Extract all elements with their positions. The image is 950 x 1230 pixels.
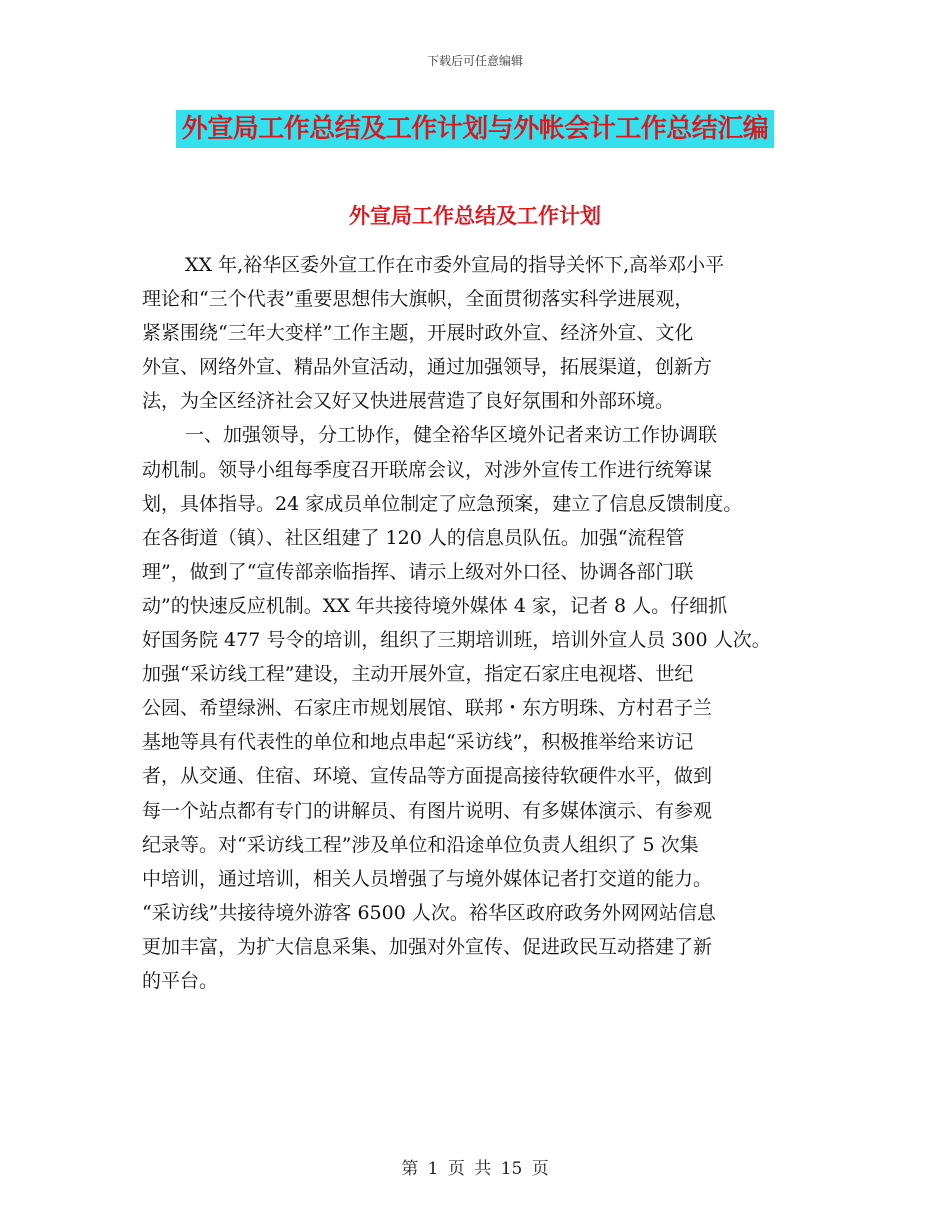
paragraph-line: 一、加强领导，分工协作，健全裕华区境外记者来访工作协调联 [185,424,718,447]
paragraph-line: 划，具体指导。24 家成员单位制定了应急预案，建立了信息反馈制度。 [142,492,743,515]
paragraph-line: 加强“采访线工程”建设，主动开展外宣，指定石家庄电视塔、世纪 [142,663,694,686]
paragraph-line: 中培训，通过培训，相关人员增强了与境外媒体记者打交道的能力。 [142,867,713,890]
paragraph-line: 动机制。领导小组每季度召开联席会议，对涉外宣传工作进行统筹谋 [142,458,713,481]
main-title: 外宣局工作总结及工作计划与外帐会计工作总结汇编 [176,110,775,148]
paragraph-line: “采访线”共接待境外游客 6500 人次。裕华区政府政务外网网站信息 [142,901,716,924]
paragraph-line: 理论和“三个代表”重要思想伟大旗帜，全面贯彻落实科学进展观， [142,288,694,311]
paragraph-line: XX 年,裕华区委外宣工作在市委外宣局的指导关怀下,高举邓小平 [185,254,725,276]
paragraph-line: 的平台。 [142,969,219,992]
paragraph-line: 基地等具有代表性的单位和地点串起“采访线”，积极推举给来访记 [142,731,694,754]
paragraph-line: 每一个站点都有专门的讲解员、有图片说明、有多媒体演示、有参观 [142,799,713,822]
paragraph-line: 者，从交通、住宿、环境、宣传品等方面提高接待软硬件水平，做到 [142,765,713,788]
paragraph-line: 法，为全区经济社会又好又快进展营造了良好氛围和外部环境。 [142,390,675,413]
paragraph-line: 更加丰富，为扩大信息采集、加强对外宣传、促进政民互动搭建了新 [142,935,713,958]
paragraph-line: 外宣、网络外宣、精品外宣活动，通过加强领导，拓展渠道，创新方 [142,356,713,379]
paragraph-line: 紧紧围绕“三年大变样”工作主题，开展时政外宣、经济外宣、文化 [142,322,694,345]
body-text [142,248,842,998]
paragraph-line: 纪录等。对“采访线工程”涉及单位和沿途单位负责人组织了 5 次集 [142,833,699,856]
main-title-container [0,110,950,148]
page-footer: 第 1 页 共 15 页 [401,1159,549,1179]
paragraph-line: 动”的快速反应机制。XX 年共接待境外媒体 4 家，记者 8 人。仔细抓 [142,594,728,617]
paragraph-line: 公园、希望绿洲、石家庄市规划展馆、联邦・东方明珠、方村君子兰 [142,697,713,720]
paragraph-line: 理”，做到了“宣传部亲临指挥、请示上级对外口径、协调各部门联 [142,560,694,583]
paragraph-line: 好国务院 477 号令的培训，组织了三期培训班，培训外宣人员 300 人次。 [142,629,771,652]
section-title: 外宣局工作总结及工作计划 [349,204,601,228]
page-header-note: 下载后可任意编辑 [426,54,523,68]
paragraph-line: 在各街道（镇）、社区组建了 120 人的信息员队伍。加强“流程管 [142,526,685,549]
